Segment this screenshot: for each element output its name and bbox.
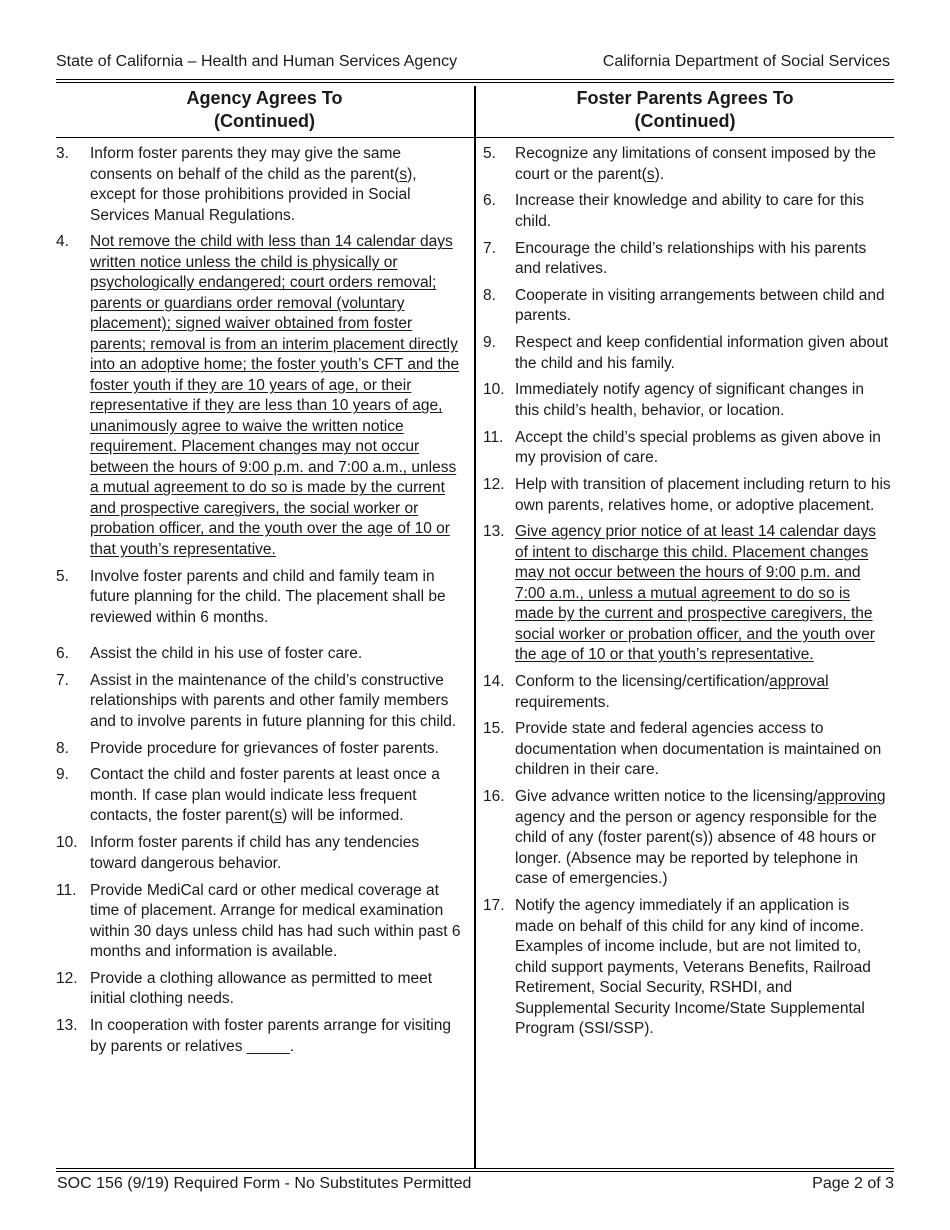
heading-line: (Continued)	[634, 111, 736, 131]
page-footer	[57, 1173, 894, 1195]
page-number: Page 2 of 3	[812, 1175, 894, 1192]
item-number: 5.	[483, 145, 496, 162]
item-number: 8.	[56, 739, 69, 757]
list-item	[56, 671, 461, 733]
item-number: 11.	[56, 881, 77, 899]
item-number: 7.	[56, 671, 69, 689]
text-segment: s	[274, 807, 283, 825]
department-name: California Department of Social Services	[602, 53, 890, 70]
item-text	[515, 239, 891, 280]
item-number: 12.	[56, 969, 78, 987]
item-number: 4.	[56, 233, 69, 251]
list-item	[56, 881, 461, 963]
item-text	[90, 833, 461, 874]
text-segment: Conform to the licensing/certification/	[515, 673, 770, 691]
text-segment: Provide a clothing allowance as permitted to meet initial clothing needs.	[90, 969, 433, 1008]
text-segment: In cooperation with foster parents arrange for visiting by parents or relatives _____.	[90, 1017, 451, 1055]
item-text	[515, 286, 891, 327]
text-segment: ), except for those prohibitions provided in Social Services Manual Regulations.	[90, 165, 417, 224]
text-segment: Not remove the child with less than 14 calendar days written notice unless the child is physically or psychologically endangered; court orders removal; parents or guardians order removal (voluntary placement); signed waiver obtained from foster parents; removal is from an interim placement directly into an adoptive home; the foster youth’s CFT and the foster youth if they are 10 years of age, or their representative if they are less than 10 years of age, unanimously agree to waive the written notice requirement. Placement changes may not occur between the hours of 9:00 p.m. and 7:00 a.m., unless a mutual agreement to do so is made by the current and prospective caregivers, the social worker or probation officer, and the youth over the age of 10 or that youth’s representative.	[90, 233, 460, 558]
item-text	[90, 232, 461, 560]
text-segment: agency and the person or agency responsible for the child of any (foster parent(s)) absence of 48 hours or longer. (Absence may be reported by telephone in case of emergencies.)	[515, 808, 877, 888]
list-item	[483, 333, 891, 374]
item-text	[90, 144, 461, 226]
list-item	[483, 522, 891, 666]
page-header	[56, 51, 890, 73]
list-item	[56, 1016, 461, 1057]
item-text	[515, 672, 891, 713]
text-segment: s	[646, 165, 655, 183]
list-item	[56, 232, 461, 560]
list-item	[56, 969, 461, 1010]
text-segment: Help with transition of placement including return to his own parents, relatives home, or adoptive placement.	[515, 476, 891, 514]
heading-line: Foster Parents Agrees To	[576, 88, 794, 108]
text-segment: Assist the child in his use of foster care.	[90, 645, 363, 663]
text-segment: Provide MediCal card or other medical coverage at time of placement. Arrange for medical examination within 30 days unless child has had such within past 6 months and information is available.	[90, 881, 461, 961]
item-number: 8.	[483, 286, 496, 304]
agency-agreement-list	[56, 144, 461, 1063]
text-segment: Cooperate in visiting arrangements between child and parents.	[515, 286, 885, 325]
agency-name: State of California – Health and Human Services Agency	[56, 53, 458, 70]
text-segment: Provide state and federal agencies access to documentation when documentation is maintained on children in their care.	[515, 720, 882, 779]
footer-rule	[56, 1171, 894, 1172]
list-item	[56, 765, 461, 827]
item-number: 10.	[56, 834, 78, 852]
item-number: 5.	[56, 567, 69, 585]
heading-line: Agency Agrees To	[186, 88, 343, 108]
column-divider	[474, 86, 476, 1168]
foster-parent-agreement-list	[483, 144, 891, 1046]
list-item	[483, 239, 891, 280]
text-segment: Notify the agency immediately if an application is made on behalf of this child for any kind of income. Examples of income include, but are not limited to, child support payments, Veterans Benefits, Railroad Retirement, Social Security, RSHDI, and Supplemental Security Income/State Supplemental Program (SSI/SSP).	[515, 897, 871, 1038]
text-segment: approving	[817, 788, 886, 806]
list-item	[483, 787, 891, 890]
text-segment: Accept the child’s special problems as given above in my provision of care.	[515, 428, 881, 467]
item-text	[90, 567, 461, 629]
item-text	[515, 144, 891, 185]
item-text	[515, 719, 891, 781]
text-segment: Involve foster parents and child and family team in future planning for the child. The placement shall be reviewed within 6 months.	[90, 567, 446, 626]
agency-column-heading	[56, 87, 473, 135]
text-segment: requirements.	[515, 693, 610, 711]
item-number: 6.	[56, 645, 69, 663]
heading-line: (Continued)	[214, 111, 315, 131]
list-item	[483, 191, 891, 232]
list-item	[483, 428, 891, 469]
item-text	[515, 333, 891, 374]
form-id: SOC 156 (9/19) Required Form - No Substitutes Permitted	[57, 1175, 472, 1192]
list-item	[56, 739, 461, 760]
header-rule	[56, 82, 894, 83]
text-segment: Contact the child and foster parents at least once a month. If case plan would indicate less frequent contacts, the foster parent(	[90, 766, 440, 825]
text-segment: Encourage the child’s relationships with his parents and relatives.	[515, 239, 867, 278]
item-number: 12.	[483, 476, 505, 494]
text-segment: ).	[654, 165, 665, 183]
list-item	[56, 644, 461, 665]
item-text	[90, 881, 461, 963]
item-text	[515, 380, 891, 421]
item-number: 13.	[56, 1017, 78, 1035]
text-segment: Respect and keep confidential information given about the child and his family.	[515, 334, 889, 372]
list-item	[56, 833, 461, 874]
header-rule	[56, 79, 894, 80]
footer-rule	[56, 1168, 894, 1169]
item-text	[515, 428, 891, 469]
text-segment: Provide procedure for grievances of foster parents.	[90, 739, 439, 757]
item-text	[90, 739, 461, 760]
item-text	[90, 969, 461, 1010]
item-text	[515, 896, 891, 1040]
text-segment: Increase their knowledge and ability to care for this child.	[515, 192, 864, 230]
list-item	[483, 672, 891, 713]
text-segment: Give advance written notice to the licensing/	[515, 788, 818, 806]
item-text	[90, 671, 461, 733]
list-item	[483, 144, 891, 185]
item-text	[515, 522, 891, 666]
item-text	[90, 765, 461, 827]
text-segment: approval	[769, 673, 829, 691]
item-number: 9.	[56, 766, 69, 784]
item-number: 9.	[483, 334, 496, 352]
item-text	[90, 1016, 461, 1057]
item-text	[90, 644, 461, 665]
text-segment: Give agency prior notice of at least 14 calendar days of intent to discharge this child. Placement changes may not occur between the hours of 9:00 p.m. and 7:00 a.m., unless a mutual agreement to do so is made by the current and prospective caregivers, the social worker or probation officer, and the youth over the age of 10 or that youth’s representative.	[515, 523, 877, 664]
item-number: 10.	[483, 381, 505, 399]
item-number: 3.	[56, 145, 69, 162]
item-number: 13.	[483, 523, 505, 541]
item-number: 6.	[483, 192, 496, 210]
list-item	[483, 896, 891, 1040]
text-segment: Assist in the maintenance of the child’s constructive relationships with parents and other family members and to involve parents in future planning for this child.	[90, 671, 457, 730]
text-segment: s	[399, 165, 408, 183]
item-number: 15.	[483, 720, 505, 738]
list-item	[483, 719, 891, 781]
list-item	[56, 144, 461, 226]
item-number: 17.	[483, 897, 505, 915]
text-segment: Immediately notify agency of significant changes in this child’s health, behavior, or location.	[515, 381, 864, 419]
list-item	[483, 380, 891, 421]
text-segment: ) will be informed.	[282, 807, 404, 825]
item-text	[515, 787, 891, 890]
text-segment: Recognize any limitations of consent imposed by the court or the parent(	[515, 145, 877, 183]
foster-parents-column-heading	[476, 87, 894, 135]
item-number: 16.	[483, 788, 505, 806]
item-number: 7.	[483, 239, 496, 257]
text-segment: Inform foster parents they may give the same consents on behalf of the child as the parent(	[90, 145, 401, 183]
list-item	[56, 567, 461, 629]
item-text	[515, 191, 891, 232]
list-item	[483, 475, 891, 516]
item-number: 11.	[483, 428, 504, 446]
item-number: 14.	[483, 673, 505, 691]
list-item	[483, 286, 891, 327]
text-segment: Inform foster parents if child has any tendencies toward dangerous behavior.	[90, 834, 420, 872]
item-text	[515, 475, 891, 516]
